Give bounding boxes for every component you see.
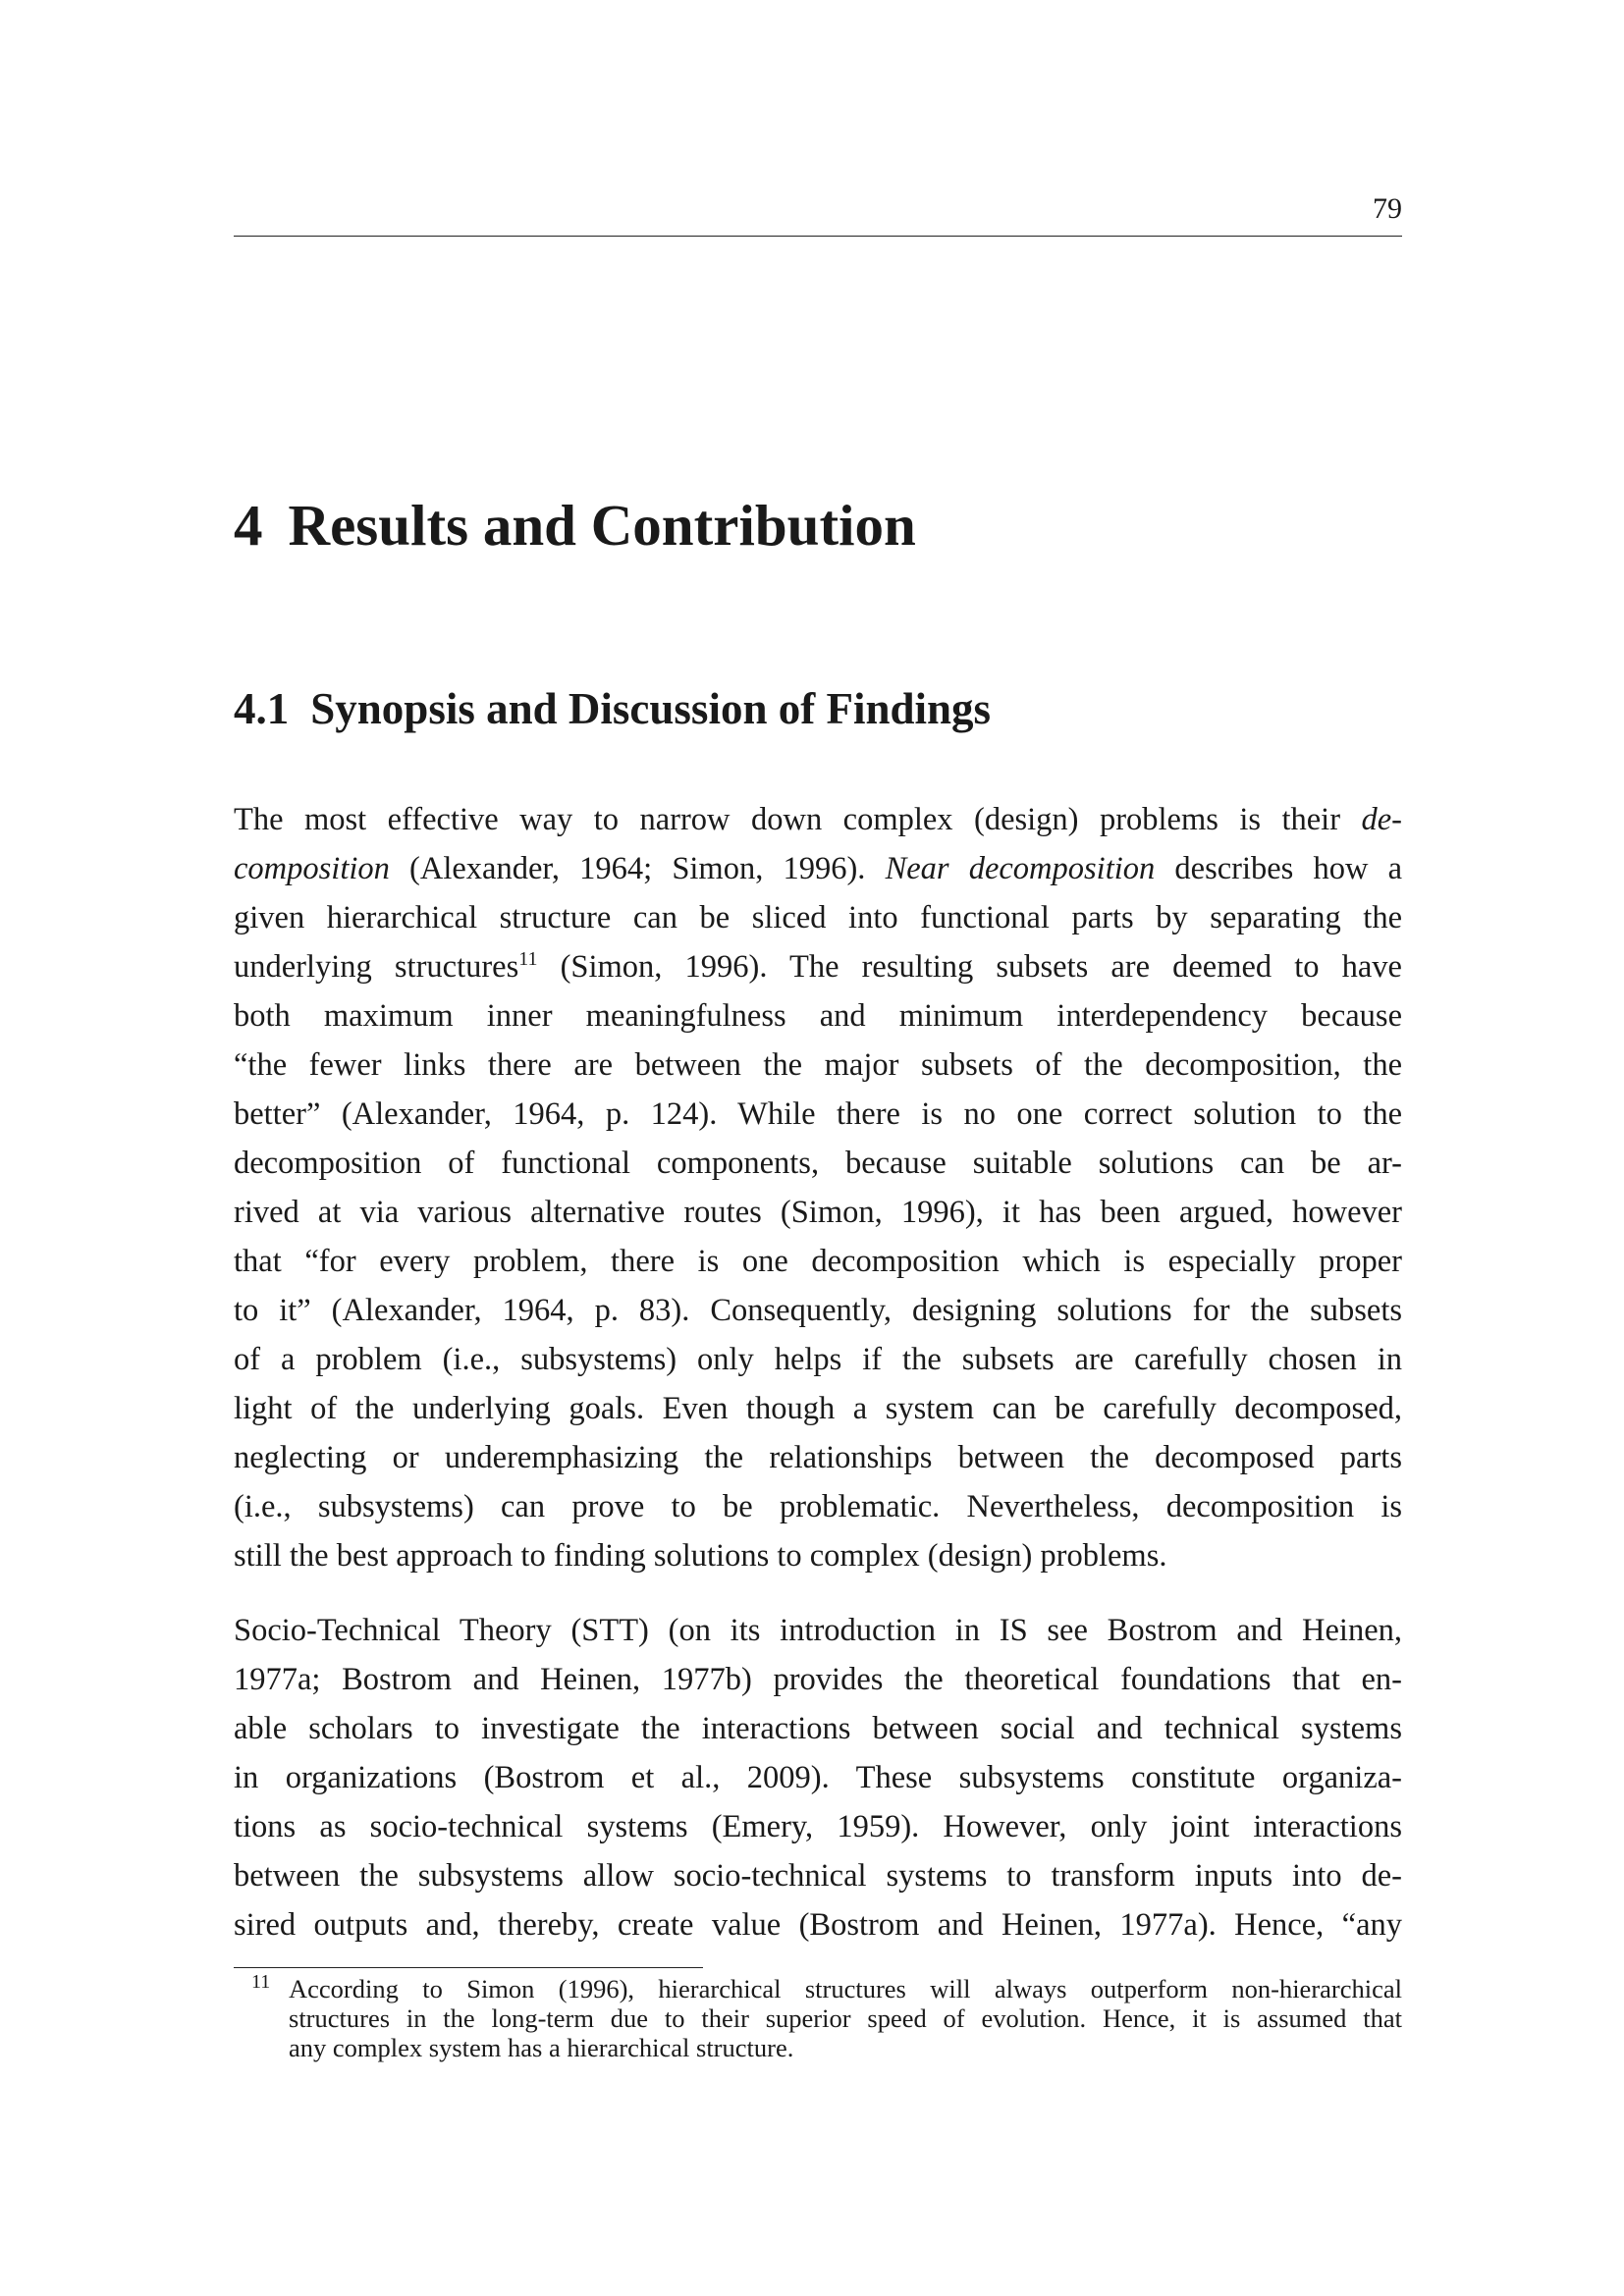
text-line: [234, 942, 1402, 991]
text-line: given hierarchical structure can be sliced into functional parts by separating the: [234, 900, 1402, 935]
text-line: neglecting or underemphasizing the relationships between the decomposed parts: [234, 1440, 1402, 1475]
text-span: (Alexander, 1964; Simon, 1996).: [389, 851, 886, 886]
section-heading: [234, 681, 991, 736]
text-line: light of the underlying goals. Even though a system can be carefully decomposed,: [234, 1391, 1402, 1426]
footnote-text: [289, 1974, 1402, 2062]
footnote-line: structures in the long-term due to their superior speed of evolution. Hence, it is assumed that: [289, 2003, 1402, 2033]
footnote-mark: 11: [251, 1971, 271, 1993]
section-title: Synopsis and Discussion of Findings: [310, 684, 992, 733]
italic-term: composition: [234, 851, 390, 886]
text-line: sired outputs and, thereby, create value (Bostrom and Heinen, 1977a). Hence, “any: [234, 1907, 1402, 1943]
chapter-heading: [234, 491, 916, 560]
text-line: [234, 844, 1402, 893]
text-line: that “for every problem, there is one decomposition which is especially proper: [234, 1244, 1402, 1279]
text-line: “the fewer links there are between the major subsets of the decomposition, the: [234, 1047, 1402, 1083]
text-line: in organizations (Bostrom et al., 2009). These subsystems constitute organiza-: [234, 1760, 1402, 1795]
text-span: underlying structures: [234, 949, 519, 985]
paragraph-socio-technical-theory: [234, 1606, 1402, 1949]
footnote-line: any complex system has a hierarchical structure.: [289, 2033, 794, 2062]
chapter-number: 4: [234, 493, 263, 558]
text-line: tions as socio-technical systems (Emery, 1959). However, only joint interactions: [234, 1809, 1402, 1844]
text-line: still the best approach to finding solutions to complex (design) problems.: [234, 1538, 1167, 1574]
text-line: of a problem (i.e., subsystems) only helps if the subsets are carefully chosen in: [234, 1342, 1402, 1377]
text-line: both maximum inner meaningfulness and minimum interdependency because: [234, 998, 1402, 1034]
page-number: 79: [1373, 192, 1402, 225]
text-line: rived at via various alternative routes (Simon, 1996), it has been argued, however: [234, 1195, 1402, 1230]
chapter-title: Results and Contribution: [288, 493, 916, 558]
footnote-rule: [234, 1967, 703, 1968]
text-line: to it” (Alexander, 1964, p. 83). Consequently, designing solutions for the subsets: [234, 1293, 1402, 1328]
text-line: better” (Alexander, 1964, p. 124). While there is no one correct solution to the: [234, 1096, 1402, 1132]
italic-term: de-: [1361, 802, 1402, 837]
text-line: (i.e., subsystems) can prove to be problematic. Nevertheless, decomposition is: [234, 1489, 1402, 1524]
text-line: between the subsystems allow socio-technical systems to transform inputs into de-: [234, 1858, 1402, 1894]
text-line: decomposition of functional components, because suitable solutions can be ar-: [234, 1146, 1402, 1181]
footnote-line: According to Simon (1996), hierarchical structures will always outperform non-hierarchical: [289, 1974, 1402, 2003]
text-line: Socio-Technical Theory (STT) (on its introduction in IS see Bostrom and Heinen,: [234, 1613, 1402, 1648]
paragraph-decomposition: [234, 795, 1402, 1580]
italic-term: Near decomposition: [885, 851, 1156, 886]
text-line: able scholars to investigate the interactions between social and technical systems: [234, 1711, 1402, 1746]
text-span: describes how a: [1155, 851, 1402, 886]
text-span: The most effective way to narrow down complex (design) problems is their: [234, 802, 1362, 837]
header-rule: [234, 236, 1402, 237]
text-span: (Simon, 1996). The resulting subsets are deemed to have: [537, 949, 1402, 985]
section-number: 4.1: [234, 684, 290, 733]
footnote-reference[interactable]: 11: [518, 948, 538, 970]
text-line: [234, 795, 1402, 844]
text-line: 1977a; Bostrom and Heinen, 1977b) provides the theoretical foundations that en-: [234, 1662, 1402, 1697]
